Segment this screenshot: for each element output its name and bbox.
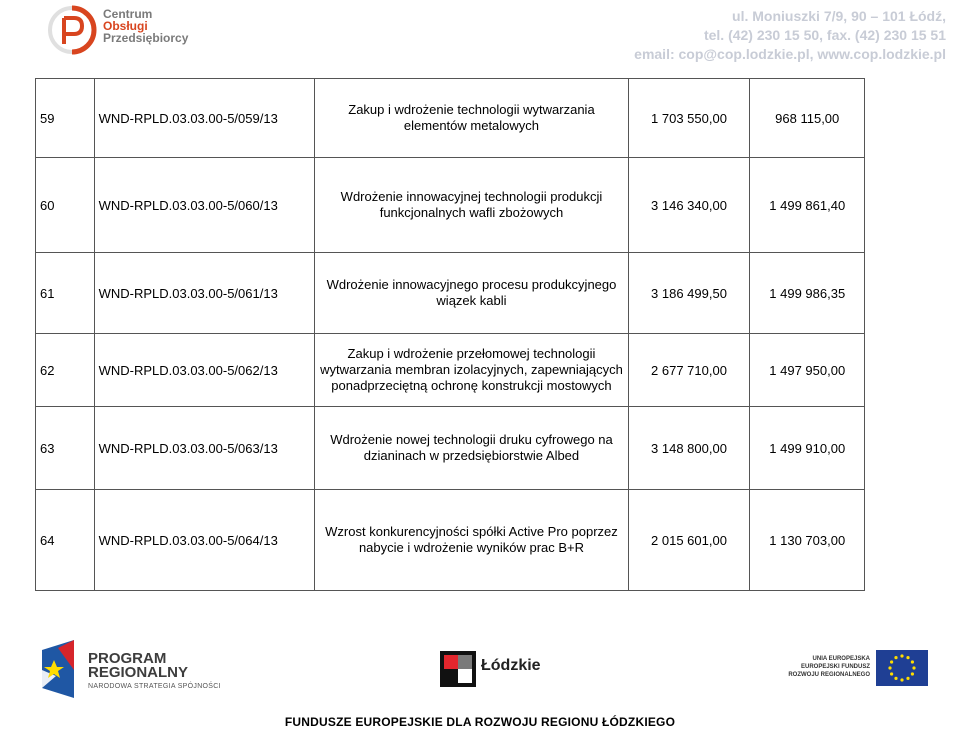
row-number: WND-RPLD.03.03.00-5/061/13 — [94, 253, 315, 334]
contact-email: email: cop@cop.lodzkie.pl, www.cop.lodzkie.pl — [634, 46, 946, 62]
table-row — [36, 407, 865, 490]
row-lp: 61 — [36, 253, 95, 334]
row-total-value: 3 186 499,50 — [628, 253, 750, 334]
row-grant-value: 968 115,00 — [750, 79, 865, 158]
row-total-value: 3 146 340,00 — [628, 158, 750, 253]
row-total-value: 1 703 550,00 — [628, 79, 750, 158]
row-lp: 59 — [36, 79, 95, 158]
contact-address: ul. Moniuszki 7/9, 90 – 101 Łódź, — [732, 8, 946, 24]
row-total-value: 2 015 601,00 — [628, 490, 750, 591]
program-subtitle: NARODOWA STRATEGIA SPÓJNOŚCI — [88, 683, 221, 690]
row-number: WND-RPLD.03.03.00-5/064/13 — [94, 490, 315, 591]
row-total-value: 3 148 800,00 — [628, 407, 750, 490]
row-number: WND-RPLD.03.03.00-5/060/13 — [94, 158, 315, 253]
logo-line-2: Obsługi — [103, 19, 148, 33]
program-line-2: REGIONALNY — [88, 664, 189, 681]
row-total-value: 2 677 710,00 — [628, 334, 750, 407]
row-title: Wzrost konkurencyjności spółki Active Pro poprzez nabycie i wdrożenie wyników prac B+R — [315, 490, 628, 591]
table-row — [36, 158, 865, 253]
row-lp: 60 — [36, 158, 95, 253]
eu-text — [770, 655, 870, 679]
footer-caption: FUNDUSZE EUROPEJSKIE DLA ROZWOJU REGIONU ŁÓDZKIEGO — [284, 715, 676, 729]
row-title: Zakup i wdrożenie technologii wytwarzania elementów metalowych — [315, 79, 628, 158]
cop-logo-text — [103, 8, 188, 44]
eu-line-2: EUROPEJSKI FUNDUSZ — [800, 664, 870, 670]
row-grant-value: 1 499 910,00 — [750, 407, 865, 490]
program-line-1: PROGRAM — [88, 650, 167, 667]
row-grant-value: 1 497 950,00 — [750, 334, 865, 407]
row-number: WND-RPLD.03.03.00-5/062/13 — [94, 334, 315, 407]
eu-line-1: UNIA EUROPEJSKA — [812, 656, 870, 662]
row-title: Wdrożenie innowacyjnej technologii produkcji funkcjonalnych wafli zbożowych — [315, 158, 628, 253]
program-regionalny-text — [88, 652, 221, 691]
lodzkie-logo-icon — [440, 651, 476, 687]
contact-block — [634, 7, 946, 64]
logo-line-3: Przedsiębiorcy — [103, 31, 189, 45]
row-number: WND-RPLD.03.03.00-5/059/13 — [94, 79, 315, 158]
row-grant-value: 1 499 986,35 — [750, 253, 865, 334]
row-grant-value: 1 499 861,40 — [750, 158, 865, 253]
row-number: WND-RPLD.03.03.00-5/063/13 — [94, 407, 315, 490]
grants-table — [35, 78, 865, 591]
row-title: Wdrożenie innowacyjnego procesu produkcyjnego wiązek kabli — [315, 253, 628, 334]
row-grant-value: 1 130 703,00 — [750, 490, 865, 591]
row-lp: 63 — [36, 407, 95, 490]
eu-flag-icon — [876, 650, 928, 686]
logo-line-1: Centrum — [103, 7, 153, 21]
table-row — [36, 334, 865, 407]
row-lp: 62 — [36, 334, 95, 407]
row-title: Zakup i wdrożenie przełomowej technologii wytwarzania membran izolacyjnych, zapewniających ponadprzeciętną ochronę konstrukcji mostowych — [315, 334, 628, 407]
table-row — [36, 490, 865, 591]
contact-phone: tel. (42) 230 15 50, fax. (42) 230 15 51 — [703, 27, 946, 43]
row-title: Wdrożenie nowej technologii druku cyfrowego na dzianinach w przedsiębiorstwie Albed — [315, 407, 628, 490]
table-row — [36, 253, 865, 334]
table-row — [36, 79, 865, 158]
row-lp: 64 — [36, 490, 95, 591]
eu-line-3: ROZWOJU REGIONALNEGO — [788, 672, 870, 678]
lodzkie-label: Łódzkie — [481, 657, 541, 674]
